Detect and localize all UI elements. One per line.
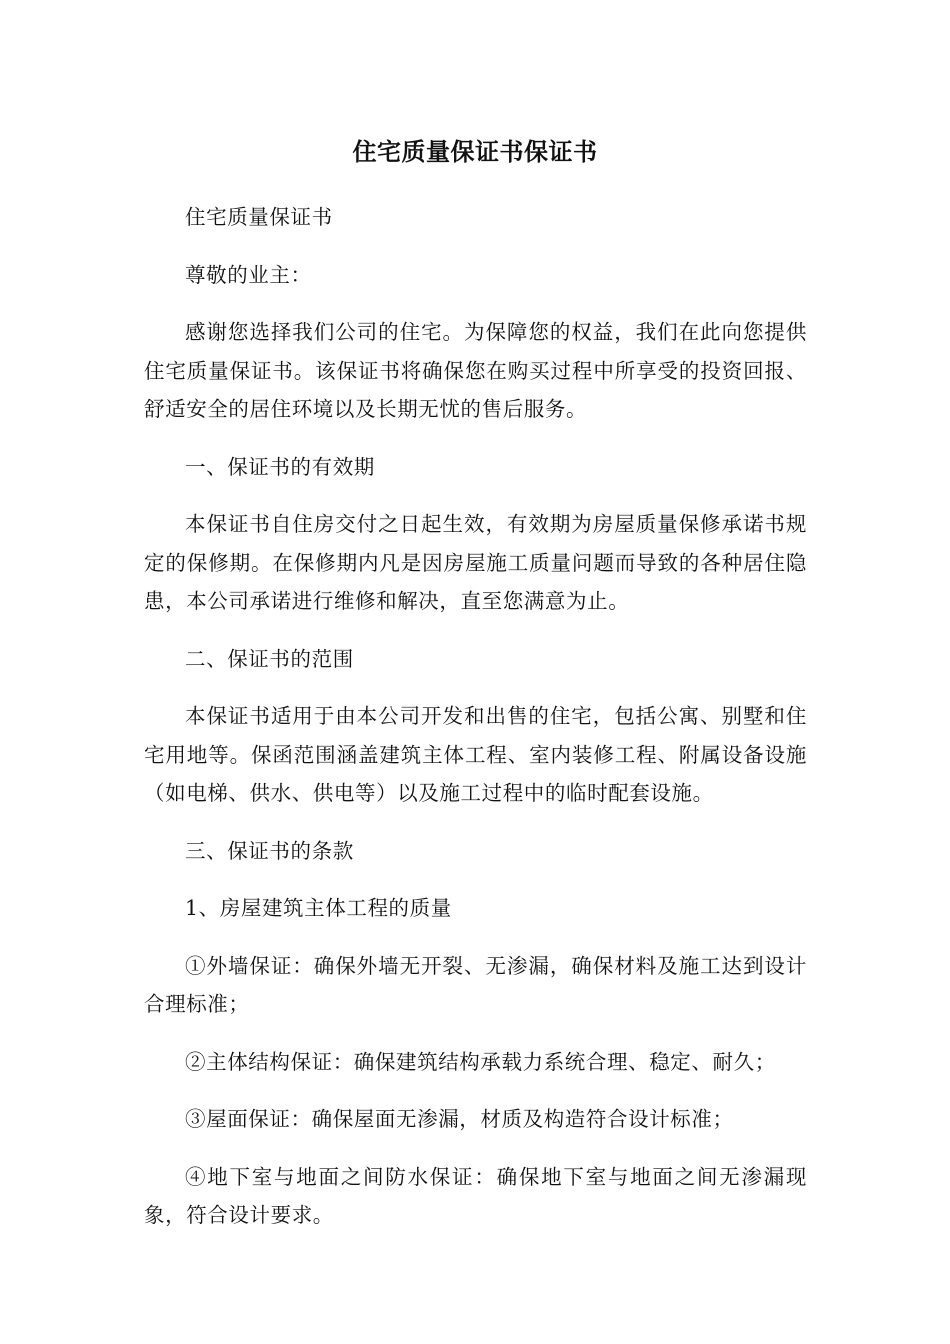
scope-paragraph: 本保证书适用于由本公司开发和出售的住宅，包括公寓、别墅和住宅用地等。保函范围涵盖建筑主体工程、室内装修工程、附属设备设施（如电梯、供水、供电等）以及施工过程中的临时配套设施。 <box>144 704 807 805</box>
terms-item-roof: ③屋面保证：确保屋面无渗漏，材质及构造符合设计标准； <box>185 1107 734 1131</box>
section-heading-validity: 一、保证书的有效期 <box>185 454 375 479</box>
salutation-paragraph: 尊敬的业主： <box>185 262 312 287</box>
section-heading-scope: 二、保证书的范围 <box>185 646 354 671</box>
terms-item-basement-waterproof: ④地下室与地面之间防水保证：确保地下室与地面之间无渗漏现象，符合设计要求。 <box>144 1164 807 1227</box>
terms-item-heading: 1、房屋建筑主体工程的质量 <box>185 896 452 920</box>
terms-item-exterior-wall: ①外墙保证：确保外墙无开裂、无渗漏，确保材料及施工达到设计合理标准； <box>144 953 807 1016</box>
section-heading-terms: 三、保证书的条款 <box>185 838 354 863</box>
validity-paragraph: 本保证书自住房交付之日起生效，有效期为房屋质量保修承诺书规定的保修期。在保修期内凡是因房屋施工质量问题而导致的各种居住隐患，本公司承诺进行维修和解决，直至您满意为止。 <box>144 512 807 613</box>
intro-paragraph: 感谢您选择我们公司的住宅。为保障您的权益，我们在此向您提供住宅质量保证书。该保证书将确保您在购买过程中所享受的投资回报、舒适安全的居住环境以及长期无忧的售后服务。 <box>144 320 807 421</box>
document-title: 住宅质量保证书保证书 <box>352 138 598 166</box>
terms-item-main-structure: ②主体结构保证：确保建筑结构承载力系统合理、稳定、耐久； <box>185 1049 776 1074</box>
document-body <box>144 198 807 1254</box>
subtitle-paragraph: 住宅质量保证书 <box>185 205 333 229</box>
